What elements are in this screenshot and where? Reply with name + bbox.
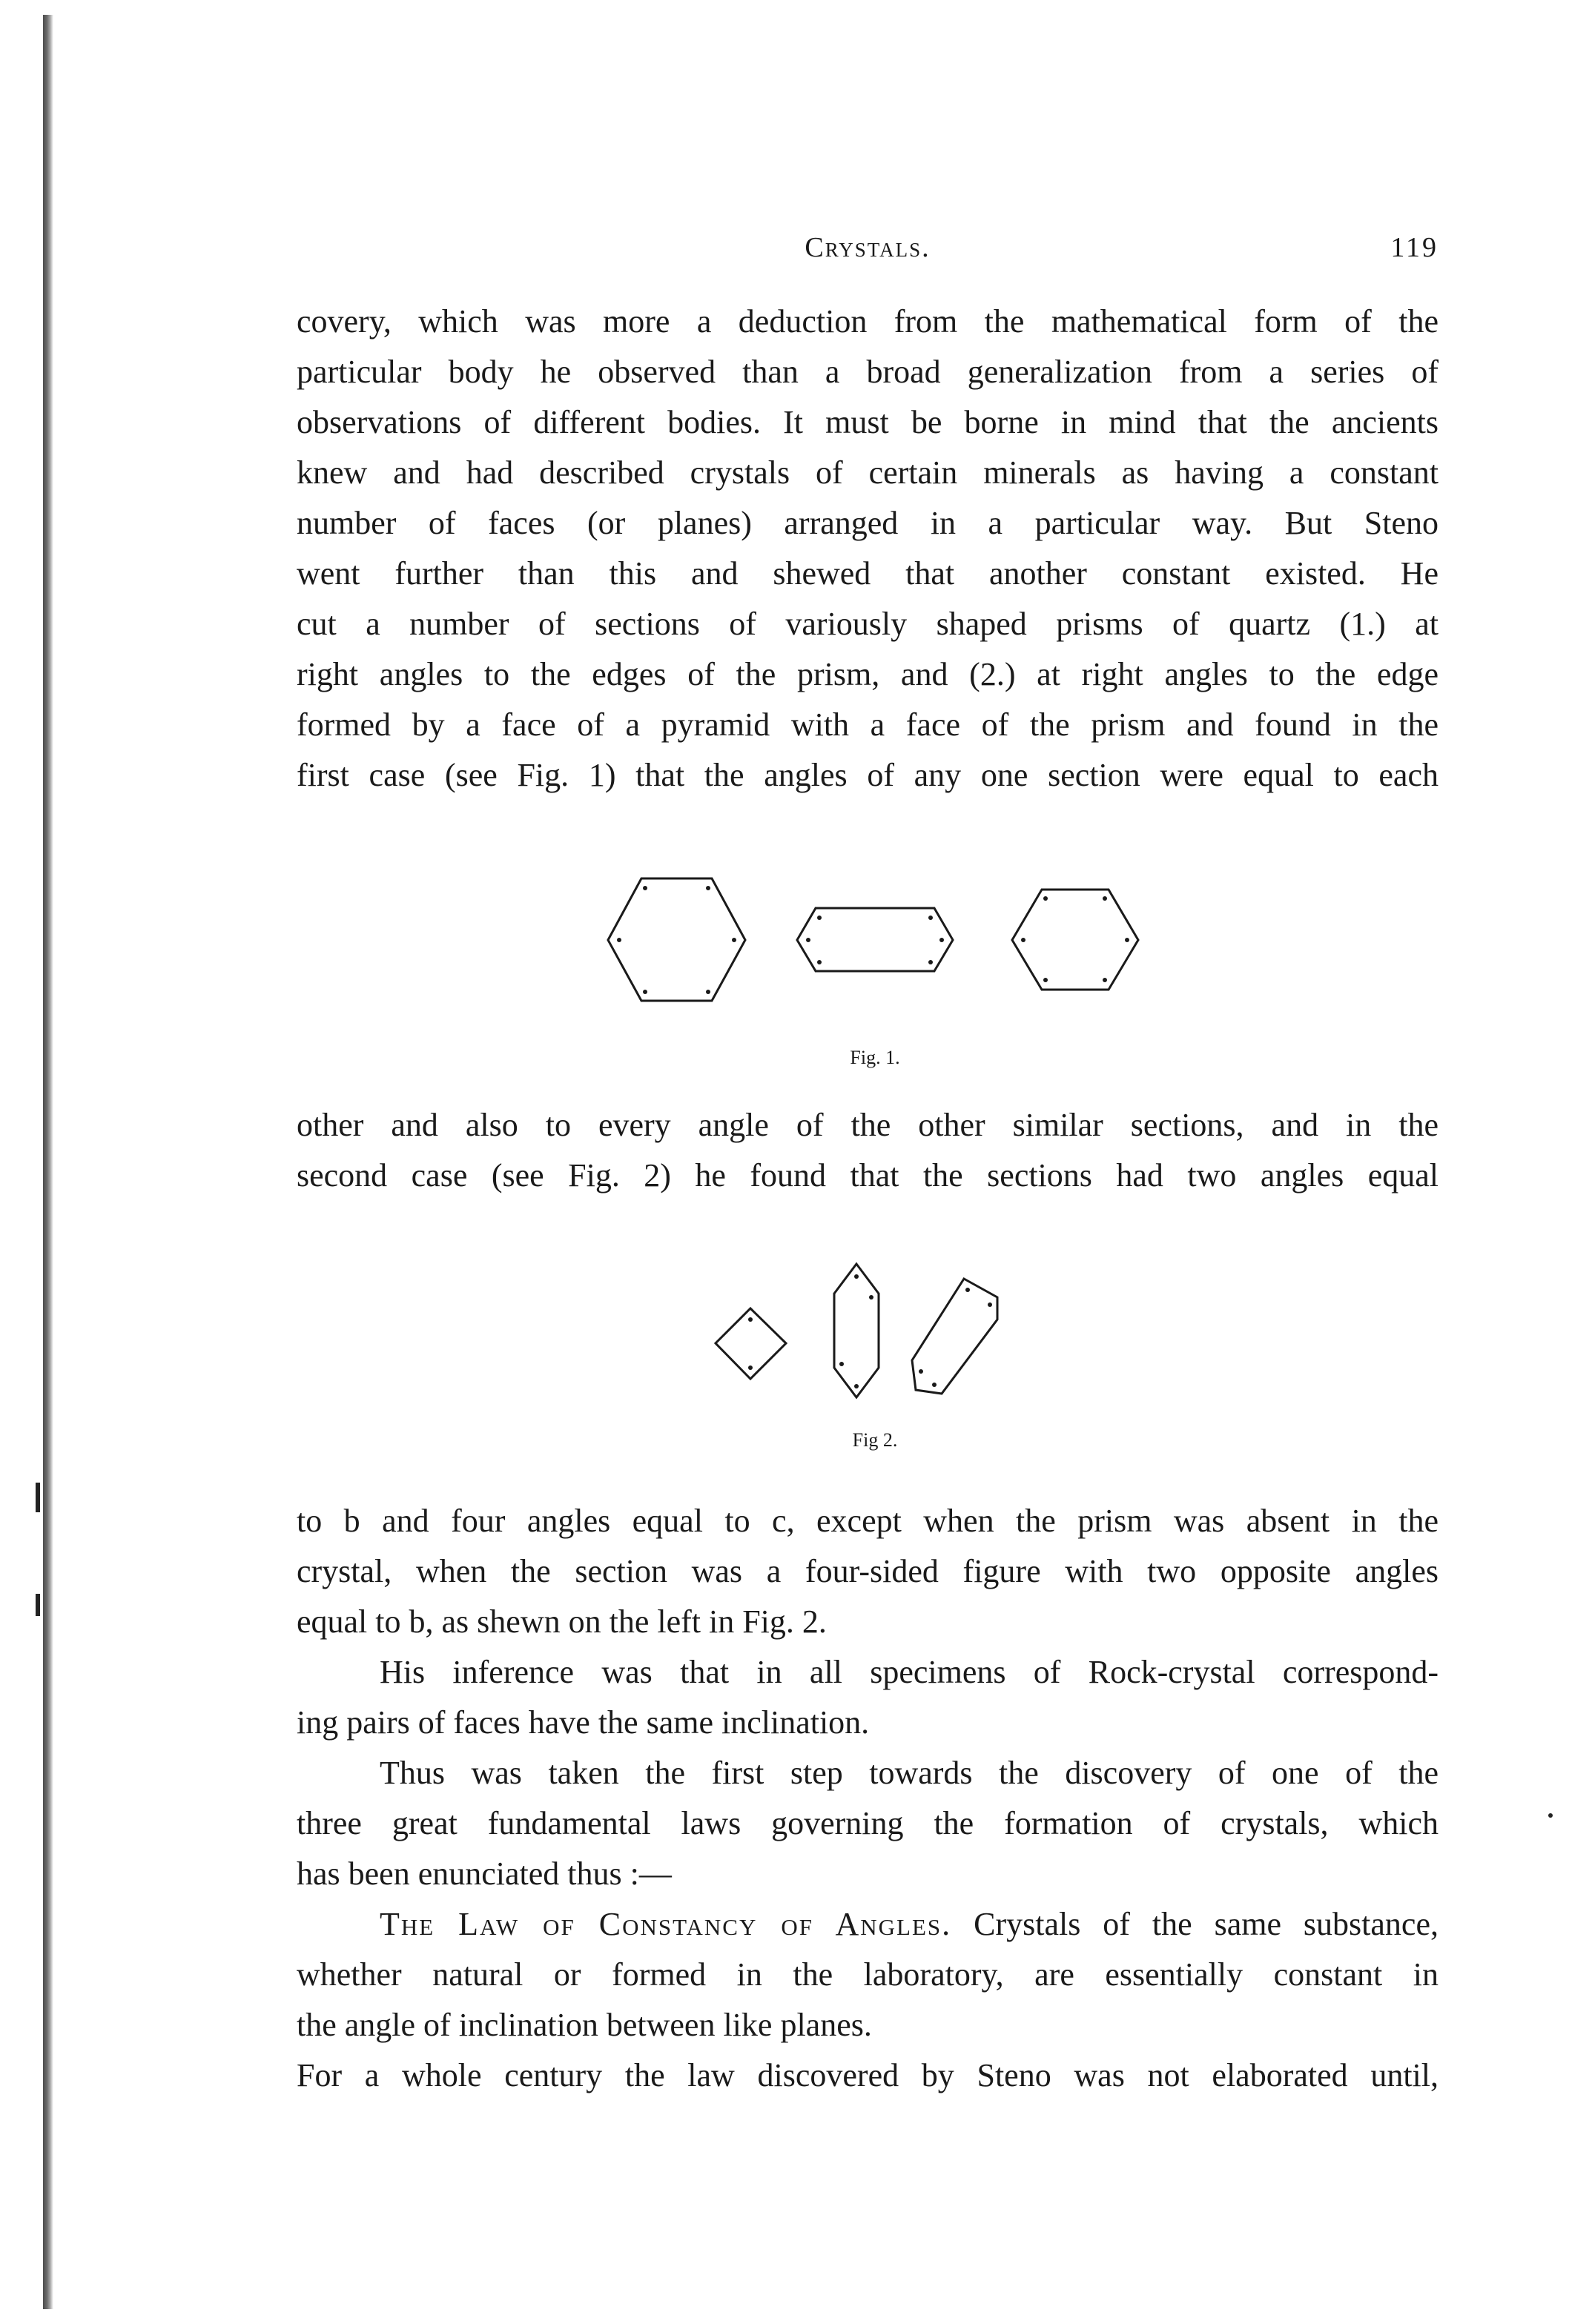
page-number: 119 xyxy=(1390,232,1439,263)
running-title: Crystals. xyxy=(805,232,931,263)
paragraph-4 xyxy=(297,1647,1439,1748)
text-line: equal to b, as shewn on the left in Fig. 2. xyxy=(297,1603,827,1640)
text-line: second case (see Fig. 2) he found that the sections had two angles equal xyxy=(297,1157,1439,1194)
paragraph-5 xyxy=(297,1748,1439,1899)
figure-2 xyxy=(704,1253,1046,1408)
stray-mark xyxy=(1548,1813,1553,1818)
text-line: knew and had described crystals of certain minerals as having a constant xyxy=(297,454,1439,491)
text-line: For a whole century the law discovered by Steno was not elaborated until, xyxy=(297,2057,1439,2093)
text-line: first case (see Fig. 1) that the angles of any one section were equal to each xyxy=(297,757,1439,793)
text-line: covery, which was more a deduction from the mathematical form of the xyxy=(297,303,1439,340)
spine-mark xyxy=(36,1594,40,1616)
text-line: the angle of inclination between like planes. xyxy=(297,2007,872,2043)
text-line: Thus was taken the first step towards the discovery of one of the xyxy=(380,1755,1439,1791)
text-line: crystal, when the section was a four-sided figure with two opposite angles xyxy=(297,1553,1439,1589)
book-spine-edge xyxy=(43,15,53,2309)
text-line: right angles to the edges of the prism, and (2.) at right angles to the edge xyxy=(297,656,1439,692)
law-statement-line xyxy=(297,1899,1439,1950)
text-line: cut a number of sections of variously shaped prisms of quartz (1.) at xyxy=(297,606,1439,642)
text-line: ing pairs of faces have the same inclination. xyxy=(297,1704,870,1741)
paragraph-1 xyxy=(297,297,1439,801)
hexagon-section xyxy=(608,878,745,1001)
text-line: went further than this and shewed that another constant existed. He xyxy=(297,555,1439,592)
text-line: three great fundamental laws governing the formation of crystals, which xyxy=(297,1805,1439,1841)
text-line: has been enunciated thus :— xyxy=(297,1855,672,1892)
spine-mark xyxy=(36,1483,40,1512)
figure-2-caption: Fig 2. xyxy=(852,1429,898,1451)
figure-1-caption: Fig. 1. xyxy=(850,1047,900,1068)
text-line: His inference was that in all specimens of Rock-crystal correspond- xyxy=(380,1654,1439,1690)
paragraph-2 xyxy=(297,1100,1439,1201)
text-line: number of faces (or planes) arranged in a particular way. But Steno xyxy=(297,505,1439,541)
paragraph-7 xyxy=(297,2050,1439,2101)
law-text: Crystals of the same substance, xyxy=(974,1906,1439,1942)
elongated-hexagon-section xyxy=(834,1264,879,1397)
text-line: to b and four angles equal to c, except when the prism was absent in the xyxy=(297,1503,1439,1539)
text-line: particular body he observed than a broad generalization from a series of xyxy=(297,354,1439,390)
hexagon-section xyxy=(1012,890,1138,990)
paragraph-6 xyxy=(297,1899,1439,2050)
figure-1 xyxy=(593,853,1157,1030)
oblique-hexagon-section xyxy=(912,1279,997,1394)
text-line: whether natural or formed in the laboratory, are essentially constant in xyxy=(297,1956,1439,1993)
law-heading: The Law of Constancy of Angles. xyxy=(380,1906,952,1942)
page-header xyxy=(297,231,1439,276)
text-line: other and also to every angle of the other similar sections, and in the xyxy=(297,1107,1439,1143)
paragraph-3 xyxy=(297,1496,1439,1647)
text-line: observations of different bodies. It must be borne in mind that the ancients xyxy=(297,404,1439,440)
text-line: formed by a face of a pyramid with a face of the prism and found in the xyxy=(297,706,1439,743)
